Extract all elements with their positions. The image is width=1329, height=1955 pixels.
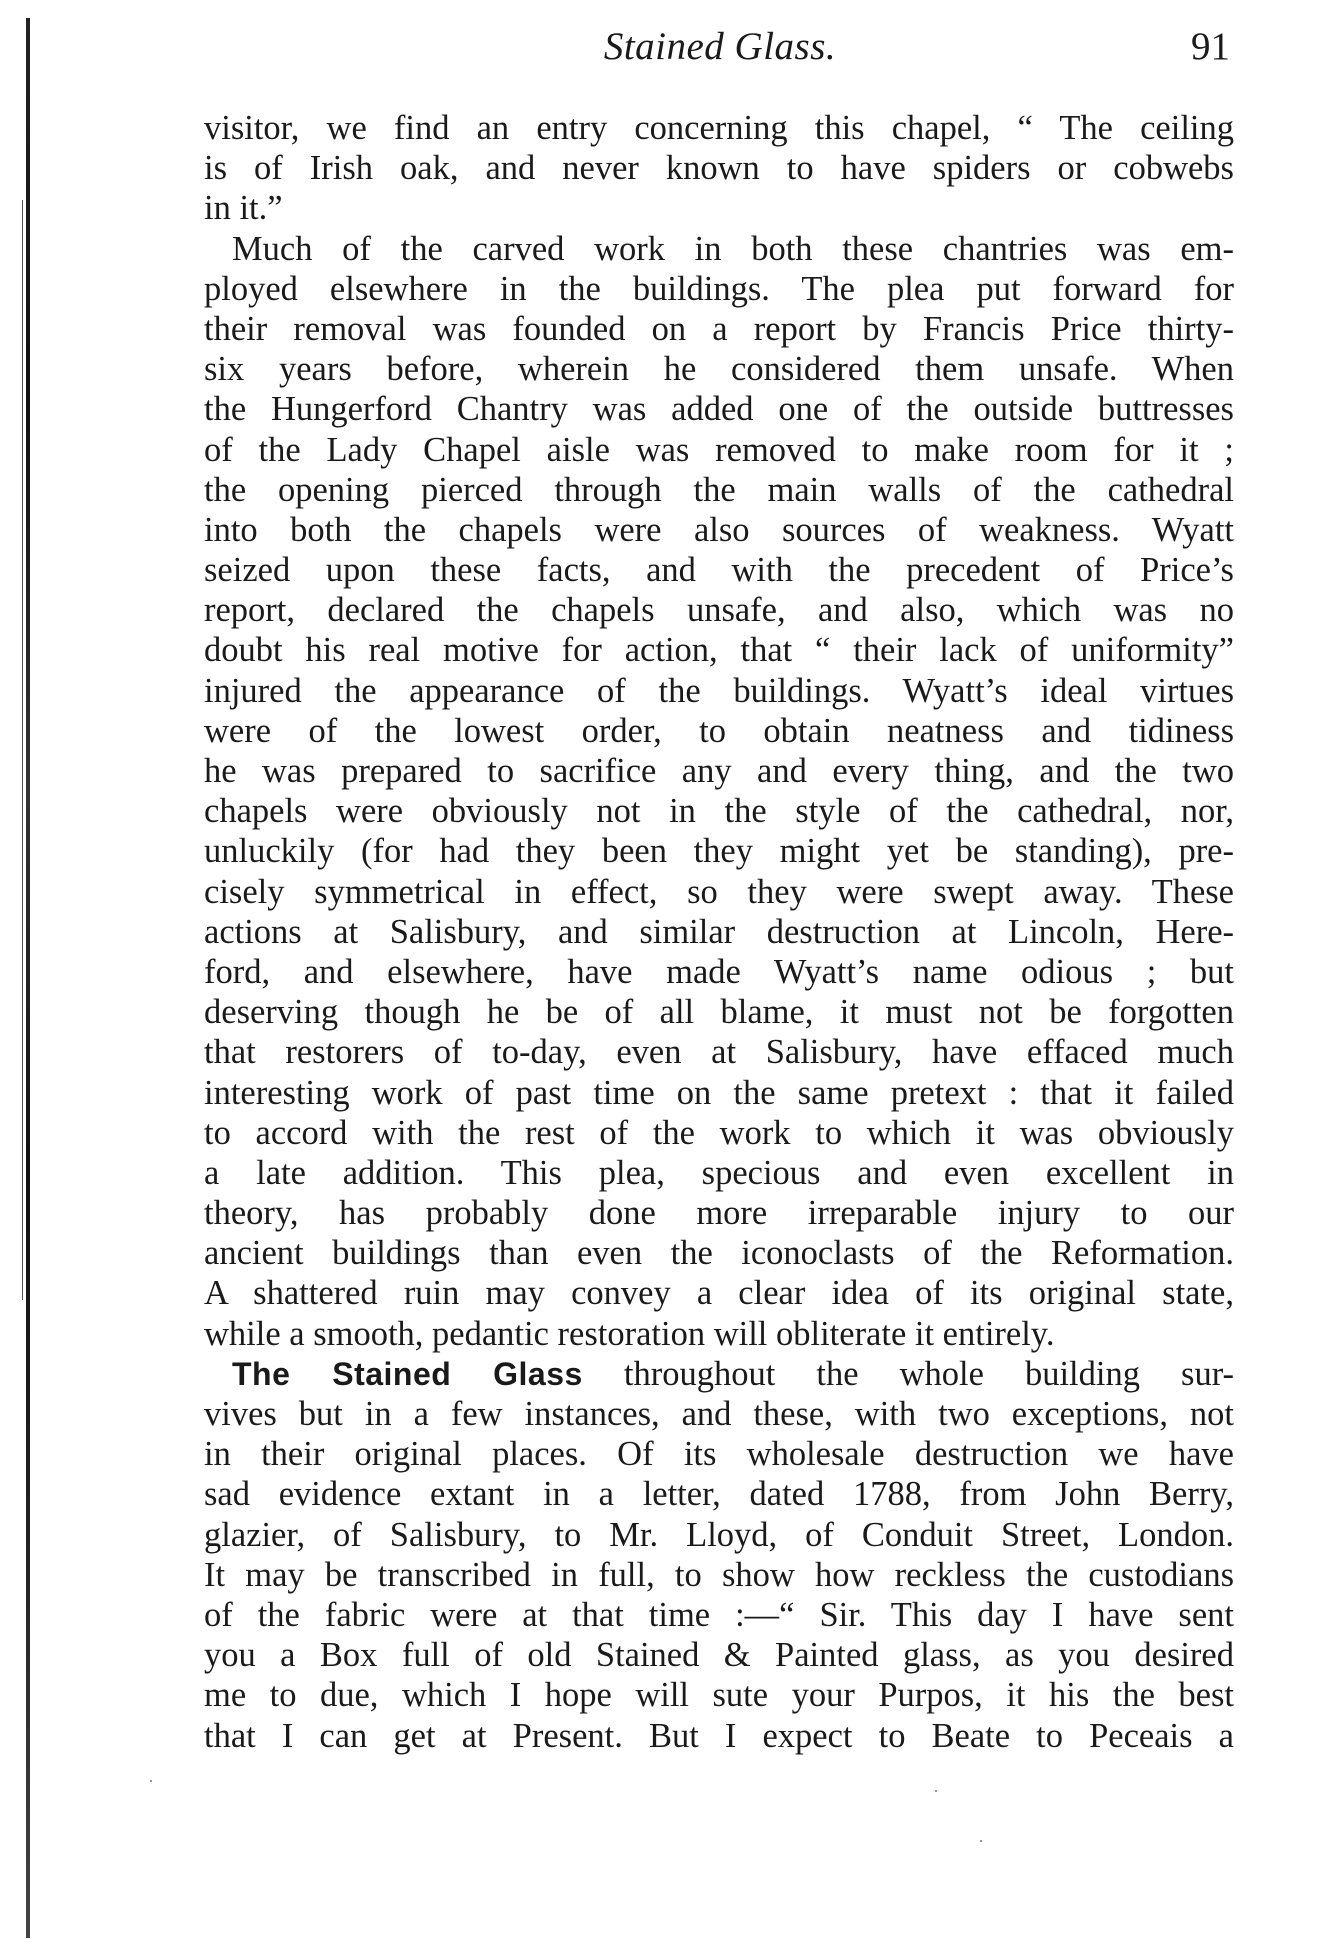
text-line: of the fabric were at that time :—“ Sir. This day I have sent (204, 1595, 1234, 1634)
section-start-rest: throughout the whole building sur- (623, 1354, 1235, 1393)
text-line: that I can get at Present. But I expect to Beate to Peceais a (204, 1716, 1234, 1755)
text-line: doubt his real motive for action, that “ their lack of uniformity” (204, 631, 1234, 670)
text-line: in it.” (204, 189, 283, 228)
text-line: sad evidence extant in a letter, dated 1788, from John Berry, (204, 1475, 1234, 1514)
text-line: deserving though he be of all blame, it must not be forgotten (204, 993, 1234, 1032)
text-line: ancient buildings than even the iconoclasts of the Reformation. (204, 1234, 1234, 1273)
text-line: that restorers of to-day, even at Salisbury, have effaced much (204, 1033, 1234, 1072)
text-line: chapels were obviously not in the style of the cathedral, nor, (204, 792, 1234, 831)
text-line: visitor, we find an entry concerning this chapel, “ The ceiling (204, 109, 1234, 147)
text-line: you a Box full of old Stained & Painted glass, as you desired (204, 1636, 1234, 1675)
running-title: Stained Glass. (603, 25, 837, 68)
text-line: unluckily (for had they been they might yet be standing), pre- (204, 832, 1234, 871)
section-start-line (204, 1354, 1234, 1394)
text-line: glazier, of Salisbury, to Mr. Lloyd, of Conduit Street, London. (204, 1515, 1234, 1554)
text-line: ford, and elsewhere, have made Wyatt’s name odious ; but (204, 952, 1234, 991)
text-line: in their original places. Of its wholesale destruction we have (204, 1435, 1234, 1474)
text-line: a late addition. This plea, specious and even excellent in (204, 1153, 1234, 1192)
text-line: is of Irish oak, and never known to have spiders or cobwebs (204, 149, 1234, 188)
text-line: the Hungerford Chantry was added one of the outside buttresses (204, 390, 1234, 429)
text-line: into both the chapels were also sources of weakness. Wyatt (204, 510, 1234, 549)
text-line: their removal was founded on a report by Francis Price thirty- (204, 309, 1234, 348)
text-line: vives but in a few instances, and these, with two exceptions, not (204, 1395, 1234, 1433)
paper-speck (980, 1840, 982, 1842)
text-line: to accord with the rest of the work to which it was obviously (204, 1113, 1234, 1152)
binding-edge-shadow (26, 18, 30, 1938)
text-line: six years before, wherein he considered them unsafe. When (204, 350, 1234, 389)
paragraph-start-line: Much of the carved work in both these chantries was em- (232, 229, 1234, 268)
text-line: ployed elsewhere in the buildings. The plea put forward for (204, 269, 1234, 308)
text-line: seized upon these facts, and with the precedent of Price’s (204, 551, 1234, 590)
page-number: 91 (1191, 25, 1230, 68)
paper-speck (150, 1780, 152, 1782)
binding-edge-line (22, 200, 23, 1300)
body-text (204, 108, 1234, 1756)
text-line: he was prepared to sacrifice any and every thing, and the two (204, 752, 1234, 790)
section-heading: The Stained Glass (232, 1355, 583, 1392)
text-line: were of the lowest order, to obtain neatness and tidiness (204, 711, 1234, 750)
text-line: actions at Salisbury, and similar destruction at Lincoln, Here- (204, 912, 1234, 951)
text-line: interesting work of past time on the same pretext : that it failed (204, 1073, 1234, 1112)
text-line: theory, has probably done more irreparable injury to our (204, 1194, 1234, 1233)
page-header (200, 24, 1240, 74)
text-line: injured the appearance of the buildings. Wyatt’s ideal virtues (204, 671, 1234, 710)
text-line: me to due, which I hope will sute your Purpos, it his the best (204, 1676, 1234, 1715)
paper-speck (935, 1790, 937, 1792)
text-line: It may be transcribed in full, to show how reckless the custodians (204, 1555, 1234, 1594)
text-line: of the Lady Chapel aisle was removed to make room for it ; (204, 430, 1234, 469)
text-line: A shattered ruin may convey a clear idea of its original state, (204, 1274, 1234, 1313)
text-line: cisely symmetrical in effect, so they were swept away. These (204, 872, 1234, 911)
text-line: report, declared the chapels unsafe, and also, which was no (204, 591, 1234, 630)
text-line: the opening pierced through the main walls of the cathedral (204, 470, 1234, 509)
text-line: while a smooth, pedantic restoration will obliterate it entirely. (204, 1314, 1055, 1353)
